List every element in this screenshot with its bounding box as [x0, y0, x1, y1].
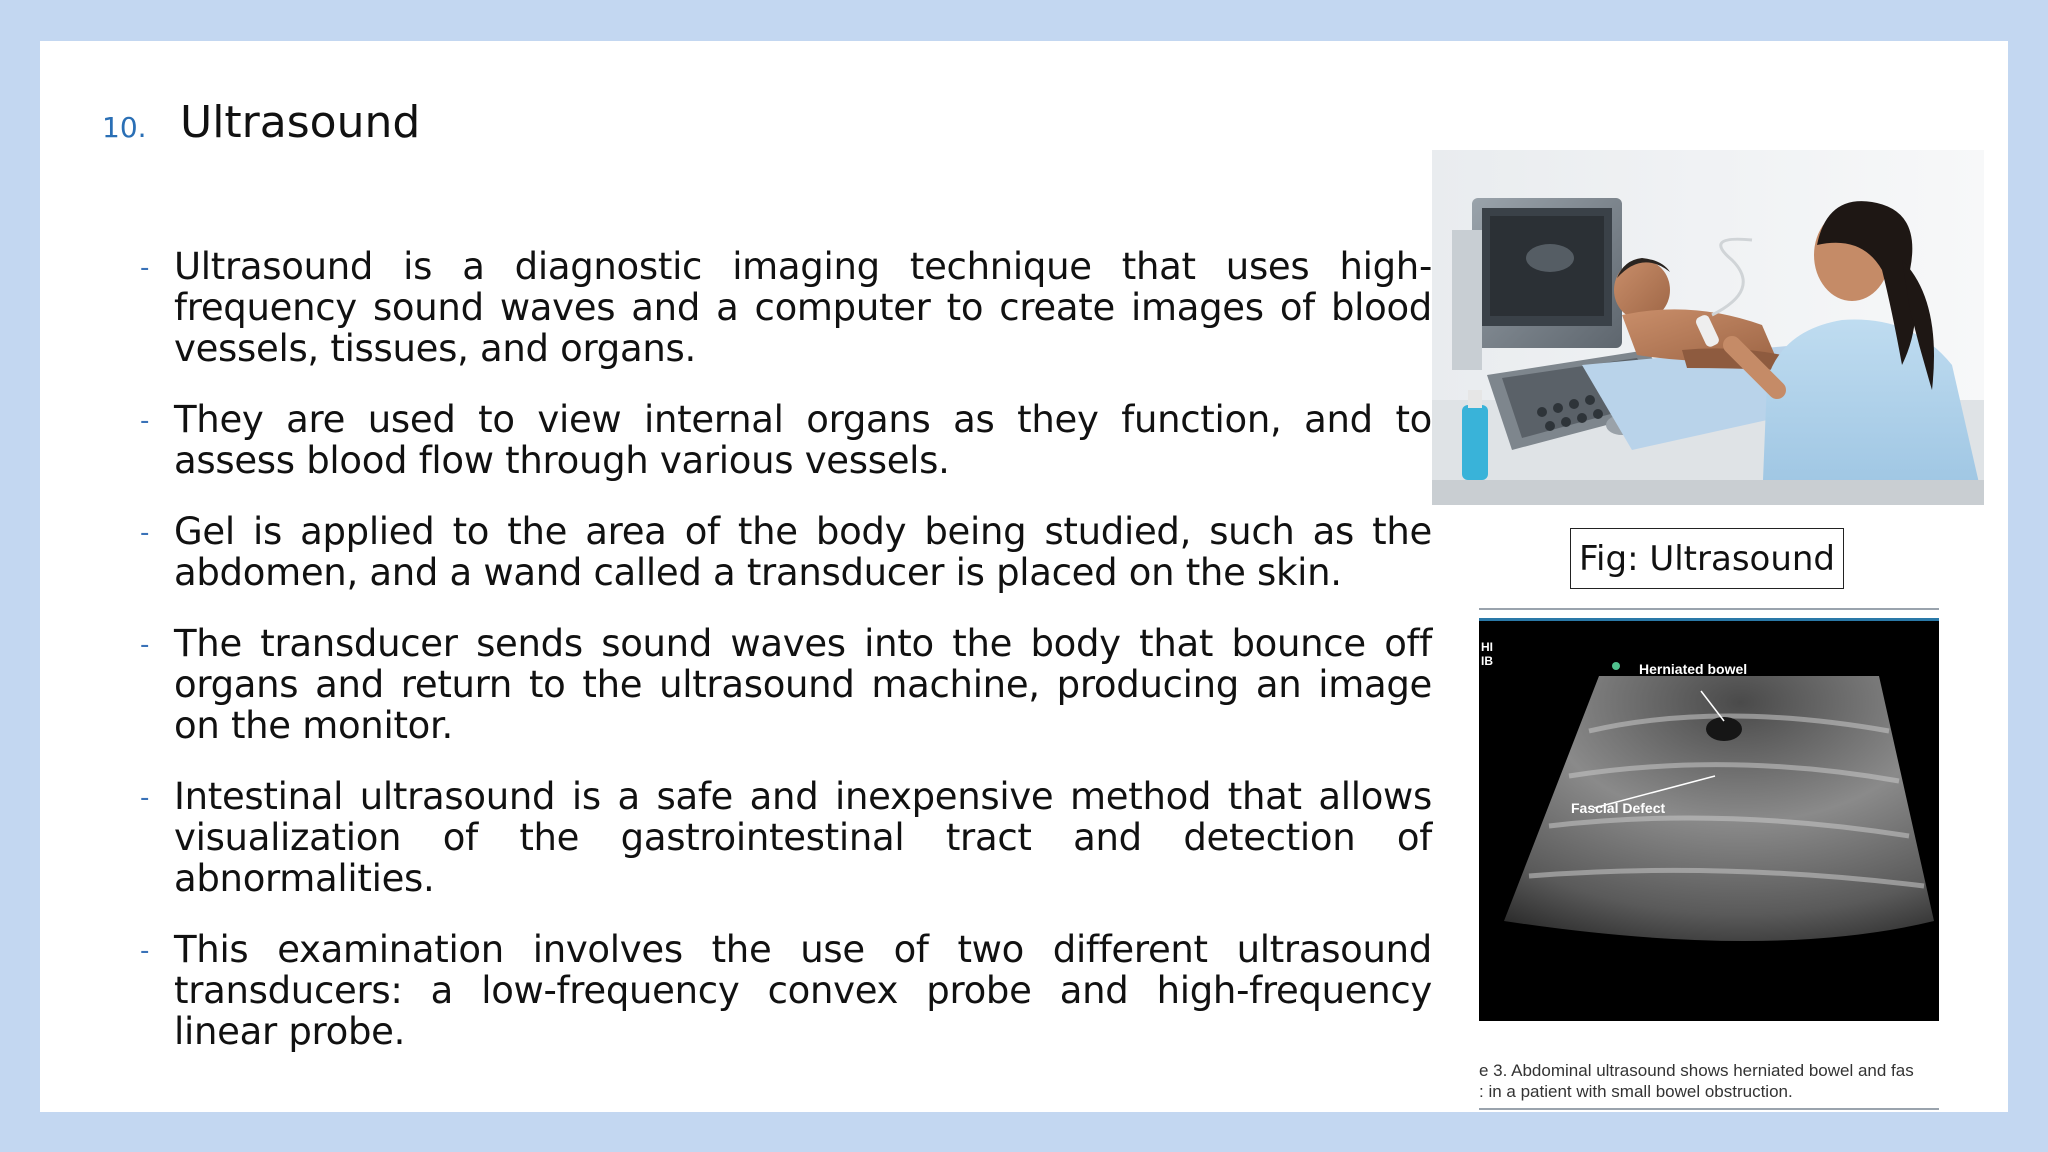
bullet-dash: -	[140, 406, 150, 436]
bullet-item	[102, 929, 1432, 1052]
bullet-text: Intestinal ultrasound is a safe and inexpensive method that allows visualization of the gastrointestinal tract and detection of abnormalities.	[174, 775, 1432, 900]
bullet-item	[102, 246, 1432, 369]
bullet-item	[102, 399, 1432, 481]
bullet-dash: -	[140, 518, 150, 548]
bullet-list	[102, 246, 1432, 1082]
bullet-dash: -	[140, 630, 150, 660]
ultrasound-scan-image	[1479, 618, 1939, 1021]
ultrasound-scan-figure	[1479, 608, 1939, 1108]
scan-top-rule	[1479, 608, 1939, 610]
bullet-item	[102, 511, 1432, 593]
bullet-text: The transducer sends sound waves into the body that bounce off organs and return to the ultrasound machine, producing an image on the monitor.	[174, 622, 1432, 747]
bullet-dash: -	[140, 936, 150, 966]
slide-number: 10.	[102, 111, 147, 144]
scan-bottom-rule	[1479, 1108, 1939, 1110]
scan-corner-label: HI	[1481, 640, 1493, 654]
scan-corner-label: IB	[1481, 654, 1493, 668]
ultrasound-scan-illustration	[1479, 621, 1939, 1021]
slide-title	[102, 97, 420, 167]
bullet-item	[102, 623, 1432, 746]
bullet-item	[102, 776, 1432, 899]
scan-caption	[1479, 1060, 1939, 1102]
bullet-text: They are used to view internal organs as they function, and to assess blood flow through various vessels.	[174, 398, 1432, 482]
figure-caption: Fig: Ultrasound	[1570, 528, 1844, 589]
scan-label-bowel: Herniated bowel	[1639, 661, 1748, 677]
scan-label-defect: Fascial Defect	[1571, 800, 1666, 816]
slide	[40, 41, 2008, 1112]
scan-caption-line: : in a patient with small bowel obstruction.	[1479, 1082, 1793, 1101]
bullet-text: This examination involves the use of two different ultrasound transducers: a low-frequency convex probe and high-frequency linear probe.	[174, 928, 1432, 1053]
bullet-dash: -	[140, 253, 150, 283]
ultrasound-exam-photo	[1432, 150, 1984, 505]
bullet-dash: -	[140, 783, 150, 813]
ultrasound-exam-illustration	[1432, 150, 1984, 505]
slide-title-text: Ultrasound	[180, 97, 421, 148]
scan-caption-line: e 3. Abdominal ultrasound shows herniated bowel and fas	[1479, 1061, 1914, 1080]
bullet-text: Ultrasound is a diagnostic imaging technique that uses high-frequency sound waves and a computer to create images of blood vessels, tissues, and organs.	[174, 245, 1432, 370]
bullet-text: Gel is applied to the area of the body being studied, such as the abdomen, and a wand called a transducer is placed on the skin.	[174, 510, 1432, 594]
